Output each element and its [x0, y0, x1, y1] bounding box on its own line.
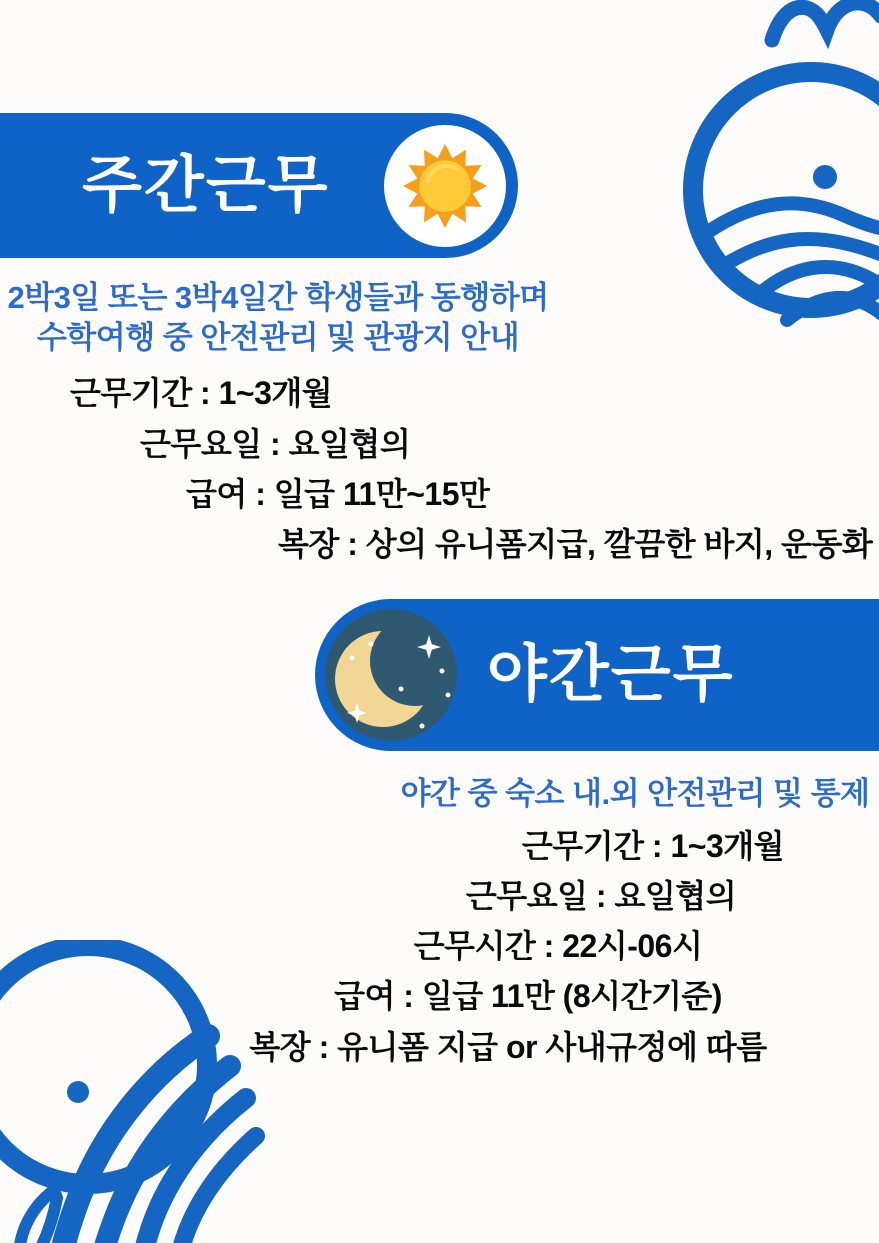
night-detail-work-period: 근무기간 : 1~3개월	[521, 828, 785, 864]
night-shift-banner	[315, 599, 879, 751]
night-detail-pay: 급여 : 일급 11만 (8시간기준)	[334, 978, 722, 1014]
day-shift-description	[0, 278, 556, 358]
moon-icon	[325, 609, 457, 741]
whale-bottom-left-icon	[0, 940, 280, 1243]
night-detail-work-days: 근무요일 : 요일협의	[465, 878, 737, 914]
day-shift-banner	[0, 113, 518, 258]
night-detail-work-hours: 근무시간 : 22시-06시	[413, 928, 703, 964]
whale-top-right-icon	[679, 0, 879, 332]
night-shift-description: 야간 중 숙소 내.외 안전관리 및 통제	[400, 776, 870, 811]
day-detail-pay: 급여 : 일급 11만~15만	[186, 476, 490, 512]
sun-icon	[384, 125, 506, 247]
day-detail-dress-code: 복장 : 상의 유니폼지급, 깔끔한 바지, 운동화	[278, 526, 873, 562]
night-shift-title: 야간근무	[487, 640, 735, 709]
day-detail-work-period: 근무기간 : 1~3개월	[70, 375, 333, 411]
night-detail-dress-code: 복장 : 유니폼 지급 or 사내규정에 따름	[249, 1029, 767, 1065]
day-detail-work-days: 근무요일 : 요일협의	[140, 426, 411, 462]
day-shift-title: 주간근무	[82, 150, 330, 220]
day-description-line-1: 2박3일 또는 3박4일간 학생들과 동행하며	[7, 280, 549, 315]
day-description-line-2: 수학여행 중 안전관리 및 관광지 안내	[36, 320, 520, 355]
